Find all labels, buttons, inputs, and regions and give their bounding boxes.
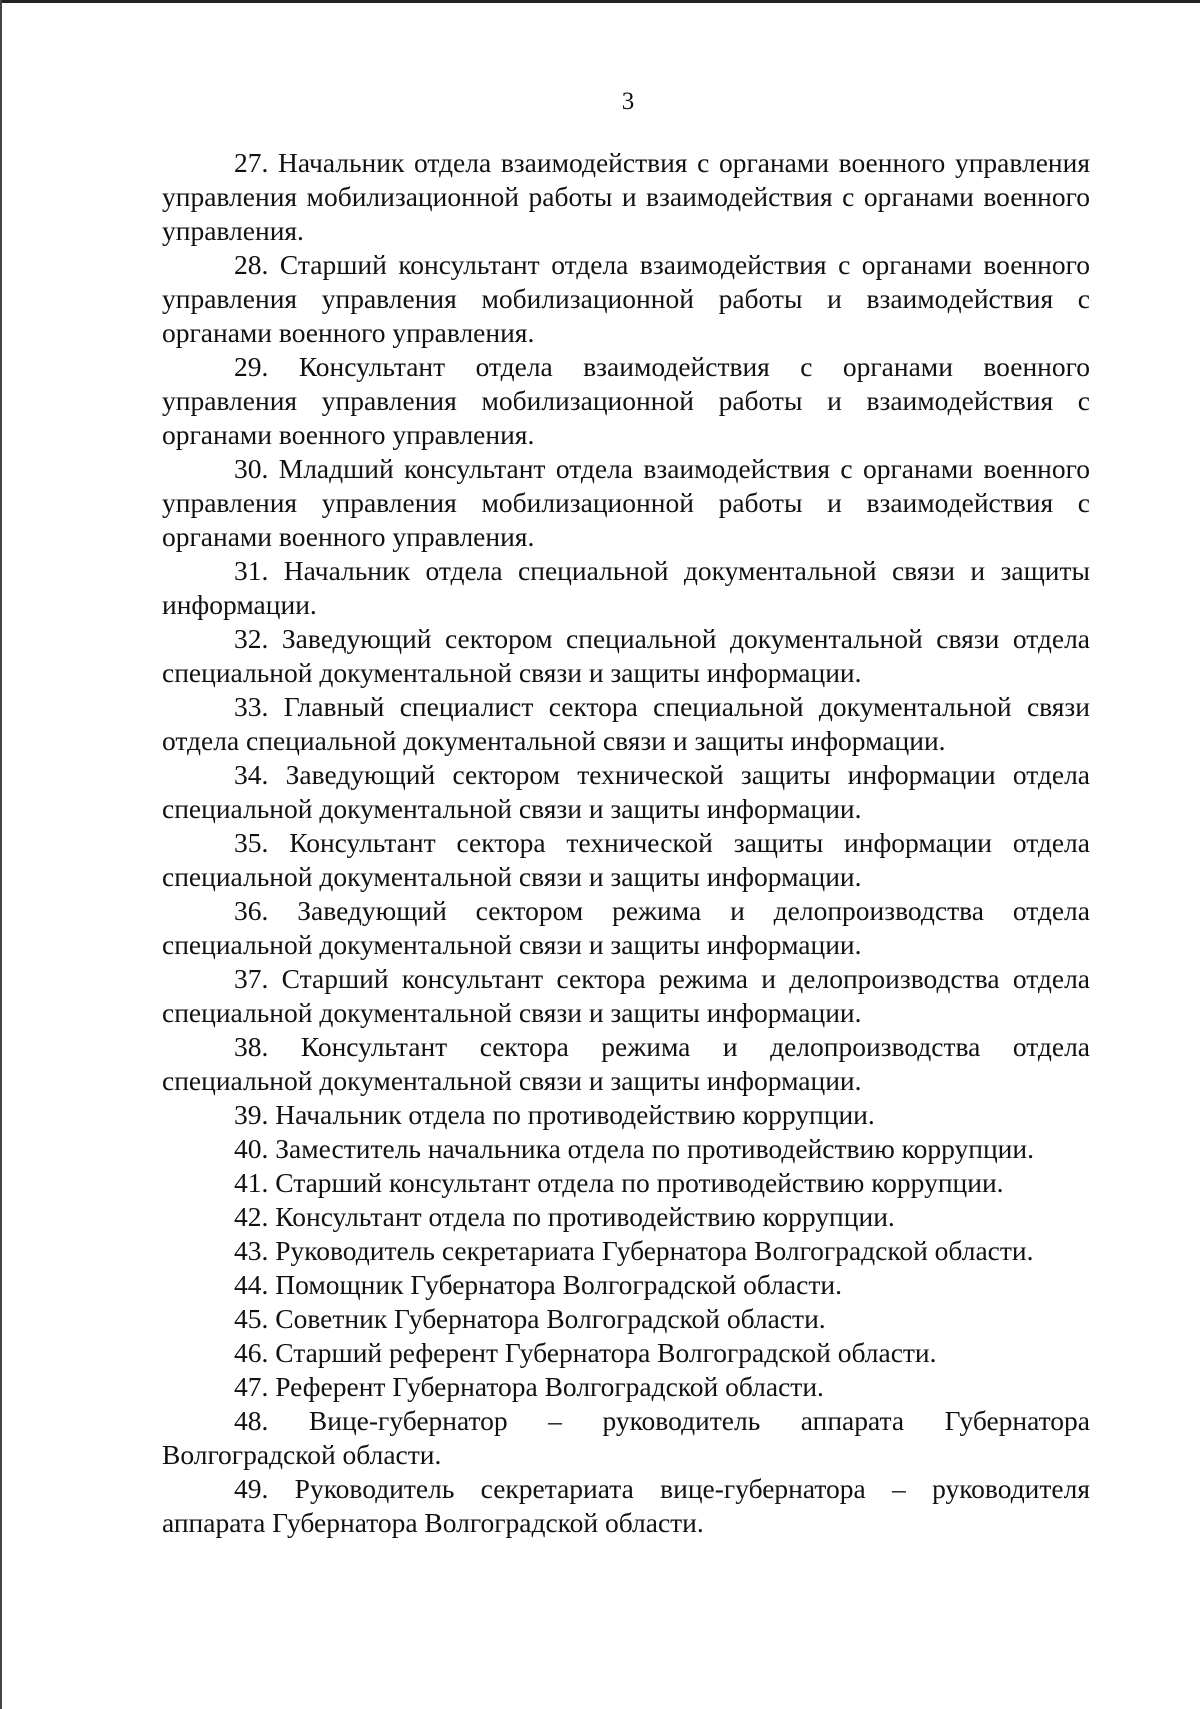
list-item: 34. Заведующий сектором технической защиты информации отдела специальной документальной связи и защиты информации.	[162, 759, 1090, 824]
list-item: 38. Консультант сектора режима и делопроизводства отдела специальной документальной связи и защиты информации.	[162, 1031, 1090, 1096]
list-item: 41. Старший консультант отдела по противодействию коррупции.	[234, 1167, 1004, 1198]
list-item: 43. Руководитель секретариата Губернатора Волгоградской области.	[234, 1235, 1034, 1266]
document-body	[162, 146, 1090, 1540]
list-item: 30. Младший консультант отдела взаимодействия с органами военного управления управления мобилизационной работы и взаимодействия с органами военного управления.	[162, 453, 1090, 552]
list-item: 31. Начальник отдела специальной документальной связи и защиты информации.	[162, 555, 1090, 620]
list-item: 28. Старший консультант отдела взаимодействия с органами военного управления управления мобилизационной работы и взаимодействия с органами военного управления.	[162, 249, 1090, 348]
list-item: 47. Референт Губернатора Волгоградской области.	[234, 1371, 824, 1402]
list-item: 32. Заведующий сектором специальной документальной связи отдела специальной документальной связи и защиты информации.	[162, 623, 1090, 688]
list-item: 40. Заместитель начальника отдела по противодействию коррупции.	[234, 1133, 1034, 1164]
list-item: 29. Консультант отдела взаимодействия с органами военного управления управления мобилизационной работы и взаимодействия с органами военного управления.	[162, 351, 1090, 450]
scan-edge-top	[0, 0, 1200, 3]
list-item: 36. Заведующий сектором режима и делопроизводства отдела специальной документальной связи и защиты информации.	[162, 895, 1090, 960]
page-number: 3	[621, 88, 635, 115]
list-item: 45. Советник Губернатора Волгоградской области.	[234, 1303, 826, 1334]
scan-edge-left	[0, 0, 2, 1709]
list-item: 37. Старший консультант сектора режима и делопроизводства отдела специальной документальной связи и защиты информации.	[162, 963, 1090, 1028]
list-item: 49. Руководитель секретариата вице-губернатора – руководителя аппарата Губернатора Волгоградской области.	[162, 1473, 1090, 1538]
list-item: 42. Консультант отдела по противодействию коррупции.	[234, 1201, 895, 1232]
list-item: 48. Вице-губернатор – руководитель аппарата Губернатора Волгоградской области.	[162, 1405, 1090, 1470]
list-item: 33. Главный специалист сектора специальной документальной связи отдела специальной документальной связи и защиты информации.	[162, 691, 1090, 756]
list-item: 39. Начальник отдела по противодействию коррупции.	[234, 1099, 875, 1130]
list-item: 46. Старший референт Губернатора Волгоградской области.	[234, 1337, 937, 1368]
list-item: 35. Консультант сектора технической защиты информации отдела специальной документальной связи и защиты информации.	[162, 827, 1090, 892]
list-item: 44. Помощник Губернатора Волгоградской области.	[234, 1269, 842, 1300]
list-item: 27. Начальник отдела взаимодействия с органами военного управления управления мобилизационной работы и взаимодействия с органами военного управления.	[162, 147, 1090, 246]
